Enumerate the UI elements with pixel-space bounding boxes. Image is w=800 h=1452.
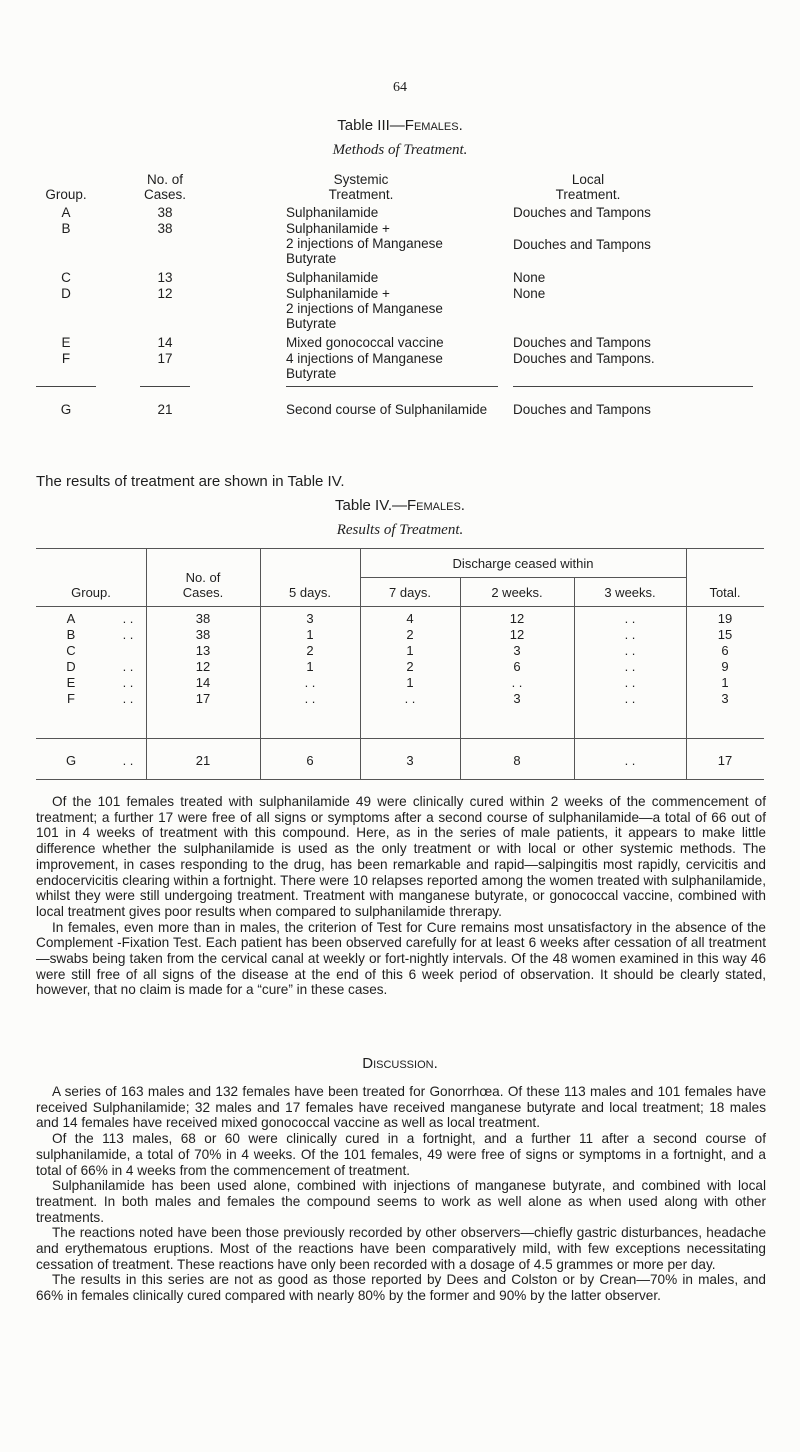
table3-header-cases xyxy=(130,172,200,202)
table4-cell-leader-dots: . . xyxy=(122,659,134,674)
table3-systemic-line: Second course of Sulphanilamide xyxy=(286,402,488,417)
table3-cell-systemic xyxy=(286,205,526,220)
table4-cell-total: 17 xyxy=(717,753,733,768)
table4-cell-w3: . . xyxy=(624,753,636,768)
table3-cell-group: D xyxy=(61,286,71,301)
table3-systemic-line: 2 injections of Manganese xyxy=(286,236,443,251)
table4-cell-cases: 38 xyxy=(195,627,211,642)
table3-cell-local: None xyxy=(513,270,546,285)
table-row xyxy=(36,675,764,691)
table3-systemic-line: 2 injections of Manganese xyxy=(286,301,443,316)
table3-systemic-line: 4 injections of Manganese xyxy=(286,351,443,366)
table3-rule xyxy=(36,386,96,387)
table4-header-discharge: Discharge ceased within xyxy=(452,556,594,571)
table4-cell-w2: 8 xyxy=(513,753,521,768)
table4-cell-group: A xyxy=(66,611,76,626)
table3-header-local-line1: Local xyxy=(571,172,605,187)
table4-cell-d7: 2 xyxy=(406,627,414,642)
table-row xyxy=(36,627,764,643)
table3-rule xyxy=(140,386,190,387)
table3-cell-group: B xyxy=(61,221,71,236)
table4-header-5days: 5 days. xyxy=(289,585,331,600)
table3-subtitle: Methods of Treatment. xyxy=(332,142,468,158)
table3-header-cases-line2: Cases. xyxy=(143,187,187,202)
table4-cell-d7: 1 xyxy=(406,643,414,658)
table4-cell-d5: . . xyxy=(304,691,316,706)
table4-cell-leader-dots: . . xyxy=(122,675,134,690)
table3-cell-local: Douches and Tampons. xyxy=(513,351,655,366)
table3-systemic-line: Mixed gonococcal vaccine xyxy=(286,335,444,350)
table4-cell-w3: . . xyxy=(624,643,636,658)
table3-title xyxy=(0,117,800,134)
table4-cell-d5: 1 xyxy=(306,659,314,674)
table4-subtitle: Results of Treatment. xyxy=(336,522,464,538)
table4-cell-w3: . . xyxy=(624,675,636,690)
table4-cell-w2: . . xyxy=(511,675,523,690)
table-row xyxy=(36,643,764,659)
table3-cell-cases: 13 xyxy=(157,270,173,285)
table4-cell-w2: 12 xyxy=(509,627,525,642)
table3-cell-local: Douches and Tampons xyxy=(513,335,651,350)
table3-systemic-line: Sulphanilamide xyxy=(286,205,379,220)
table4-cell-d5: 2 xyxy=(306,643,314,658)
table4-title-suffix: Females. xyxy=(407,497,465,514)
table3-cell-group: F xyxy=(61,351,71,366)
table3-cell-systemic xyxy=(286,351,526,381)
table4-cell-d7: 2 xyxy=(406,659,414,674)
table4-cell-d5: 1 xyxy=(306,627,314,642)
discussion-heading xyxy=(0,1055,800,1072)
table3-cell-cases: 21 xyxy=(157,402,173,417)
table-row xyxy=(36,659,764,675)
table4-cell-group: B xyxy=(66,627,76,642)
table4 xyxy=(36,548,764,780)
table3-cell-group: C xyxy=(61,270,71,285)
table3-cell-cases: 38 xyxy=(157,205,173,220)
table3-header-systemic xyxy=(286,172,436,202)
table4-rule-subheader xyxy=(360,577,686,578)
table3-header-systemic-line2: Treatment. xyxy=(328,187,394,202)
table-row xyxy=(36,611,764,627)
table4-cell-group: C xyxy=(66,643,76,658)
table3-cell-systemic xyxy=(286,286,526,331)
results-text xyxy=(36,794,766,998)
paragraph: Of the 101 females treated with sulphanilamide 49 were clinically cured within 2 weeks of the commencement of treatment; a further 17 were free of all signs or symptoms after a second course of sulphanilamide—a total of 66 out of 101 in 4 weeks of treatment with this compound. Here, as in the series of male patients, it appears to make little difference whether the sulphanilamide is used as the only treatment or with local or other systemic methods. The improvement, in cases responding to the drug, has been remarkable and rapid—salpingitis most rapidly, cervicitis and endocervicitis clearing within a fortnight. There were 10 relapses reported among the women treated with sulphanilamide, whilst they were still undergoing treatment. Treatment with manganese butyrate, or gonococcal vaccine, combined with local treatment gives poor results when compared to sulphanilamide threrapy. xyxy=(36,794,766,919)
table4-header-cases xyxy=(146,570,260,600)
table4-cell-leader-dots: . . xyxy=(122,627,134,642)
table4-cell-d7: 3 xyxy=(406,753,414,768)
table3-cell-local: Douches and Tampons xyxy=(513,205,651,220)
table3-cell-systemic xyxy=(286,402,526,417)
table3-systemic-line: Sulphanilamide + xyxy=(286,286,390,301)
table4-cell-w2: 3 xyxy=(513,643,521,658)
table3-systemic-line: Butyrate xyxy=(286,251,337,266)
table4-cell-total: 19 xyxy=(717,611,733,626)
table4-cell-group: F xyxy=(67,691,75,706)
table4-title xyxy=(0,497,800,514)
table4-cell-total: 3 xyxy=(721,691,729,706)
table4-cell-total: 1 xyxy=(721,675,729,690)
table3 xyxy=(0,172,800,417)
table4-cell-w2: 3 xyxy=(513,691,521,706)
table4-cell-d5: 6 xyxy=(306,753,314,768)
table4-cell-cases: 13 xyxy=(195,643,211,658)
table3-cell-systemic xyxy=(286,221,526,266)
table3-title-prefix: Table III— xyxy=(337,117,405,134)
table3-systemic-line: Butyrate xyxy=(286,366,337,381)
table3-cell-group: A xyxy=(61,205,71,220)
table3-cell-group: E xyxy=(61,335,71,350)
table3-rule xyxy=(286,386,498,387)
table4-cell-leader-dots: . . xyxy=(122,691,134,706)
table3-cell-systemic xyxy=(286,335,526,350)
table3-systemic-line: Sulphanilamide + xyxy=(286,221,390,236)
table3-cell-local: None xyxy=(513,286,546,301)
paragraph: Of the 113 males, 68 or 60 were clinically cured in a fortnight, and a further 11 after a second course of sulphanilamide, a total of 70% in 4 weeks. Of the 101 females, 49 were free of signs or symptoms in a fortnight, and a total of 66% in 4 weeks from the commencement of treatment. xyxy=(36,1131,766,1178)
table3-header-group: Group. xyxy=(45,187,87,202)
table4-header-cases-line2: Cases. xyxy=(182,585,224,600)
table4-cell-total: 6 xyxy=(721,643,729,658)
table4-cell-w2: 12 xyxy=(509,611,525,626)
table4-cell-cases: 38 xyxy=(195,611,211,626)
table-row xyxy=(36,753,764,769)
table3-header-local xyxy=(513,172,663,202)
table4-cell-d7: . . xyxy=(404,691,416,706)
table3-cell-systemic xyxy=(286,270,526,285)
table4-cell-cases: 21 xyxy=(195,753,211,768)
table4-cell-w2: 6 xyxy=(513,659,521,674)
table4-cell-leader-dots: . . xyxy=(122,753,134,768)
table3-title-suffix: Females. xyxy=(404,117,463,134)
table4-cell-cases: 12 xyxy=(195,659,211,674)
table3-cell-cases: 14 xyxy=(157,335,173,350)
table4-cell-cases: 17 xyxy=(195,691,211,706)
table3-cell-local: Douches and Tampons xyxy=(513,402,651,417)
table3-header xyxy=(0,172,800,206)
table3-systemic-line: Butyrate xyxy=(286,316,337,331)
table3-header-cases-line1: No. of xyxy=(146,172,184,187)
discussion-heading-text: Discussion. xyxy=(362,1055,438,1072)
paragraph: Sulphanilamide has been used alone, combined with injections of manganese butyrate, and combined with local treatment. In both males and females the compound seems to work as well alone as when used along with other treatments. xyxy=(36,1178,766,1225)
table3-header-systemic-line1: Systemic xyxy=(333,172,389,187)
table4-cell-w3: . . xyxy=(624,627,636,642)
table4-cell-w3: . . xyxy=(624,659,636,674)
discussion-text xyxy=(36,1084,766,1304)
table4-cell-total: 9 xyxy=(721,659,729,674)
table4-header-group: Group. xyxy=(71,585,111,600)
table3-cell-cases: 38 xyxy=(157,221,173,236)
table4-cell-cases: 14 xyxy=(195,675,211,690)
table-row xyxy=(36,691,764,707)
table4-cell-leader-dots: . . xyxy=(122,611,134,626)
results-sentence: The results of treatment are shown in Table IV. xyxy=(36,473,345,490)
table3-cell-cases: 12 xyxy=(157,286,173,301)
table4-cell-w3: . . xyxy=(624,611,636,626)
table3-systemic-line: Sulphanilamide xyxy=(286,270,379,285)
table4-title-prefix: Table IV.— xyxy=(335,497,408,514)
table3-cell-local: Douches and Tampons xyxy=(513,237,651,252)
table4-cell-w3: . . xyxy=(624,691,636,706)
table3-cell-group: G xyxy=(60,402,72,417)
table4-cell-d5: . . xyxy=(304,675,316,690)
table3-cell-cases: 17 xyxy=(157,351,173,366)
table3-header-local-line2: Treatment. xyxy=(555,187,621,202)
table4-header-cases-line1: No. of xyxy=(185,570,221,585)
table4-cell-d7: 1 xyxy=(406,675,414,690)
paragraph: The reactions noted have been those previously recorded by other observers—chiefly gastric disturbances, headache and erythematous eruptions. Most of the reactions have been comparatively mild, with few exceptions necessitating cessation of treatment. These reactions have only been recorded with a dosage of 4.5 grammes or more per day. xyxy=(36,1225,766,1272)
table4-header-total: Total. xyxy=(709,585,741,600)
paragraph: The results in this series are not as good as those reported by Dees and Colston or by Crean—70% in males, and 66% in females clinically cured compared with nearly 80% by the former and 90% by the latter observer. xyxy=(36,1272,766,1304)
table4-header-3weeks: 3 weeks. xyxy=(604,585,656,600)
page-number: 64 xyxy=(393,80,407,95)
table4-header-7days: 7 days. xyxy=(389,585,431,600)
table4-cell-d7: 4 xyxy=(406,611,414,626)
table4-cell-d5: 3 xyxy=(306,611,314,626)
table3-rule xyxy=(513,386,753,387)
table4-cell-group: D xyxy=(66,659,76,674)
table4-cell-total: 15 xyxy=(717,627,733,642)
table4-cell-group: G xyxy=(65,753,77,768)
paragraph: In females, even more than in males, the criterion of Test for Cure remains most unsatisfactory in the absence of the Complement -Fixation Test. Each patient has been observed carefully for at least 6 weeks after cessation of all treatment—swabs being taken from the cervical canal at weekly or fort-nightly intervals. Of the 48 women examined in this way 46 were still free of all signs of the disease at the end of this 6 week period of observation. It should be clearly stated, however, that no claim is made for a “cure” in these cases. xyxy=(36,919,766,998)
table4-cell-group: E xyxy=(66,675,76,690)
table4-header-2weeks: 2 weeks. xyxy=(491,585,543,600)
paragraph: A series of 163 males and 132 females have been treated for Gonorrhœa. Of these 113 males and 101 females have received Sulphanilamide; 32 males and 17 females have received manganese butyrate and local treatment; 18 males and 14 females have received mixed gonococcal vaccine as well as local treatment. xyxy=(36,1084,766,1131)
